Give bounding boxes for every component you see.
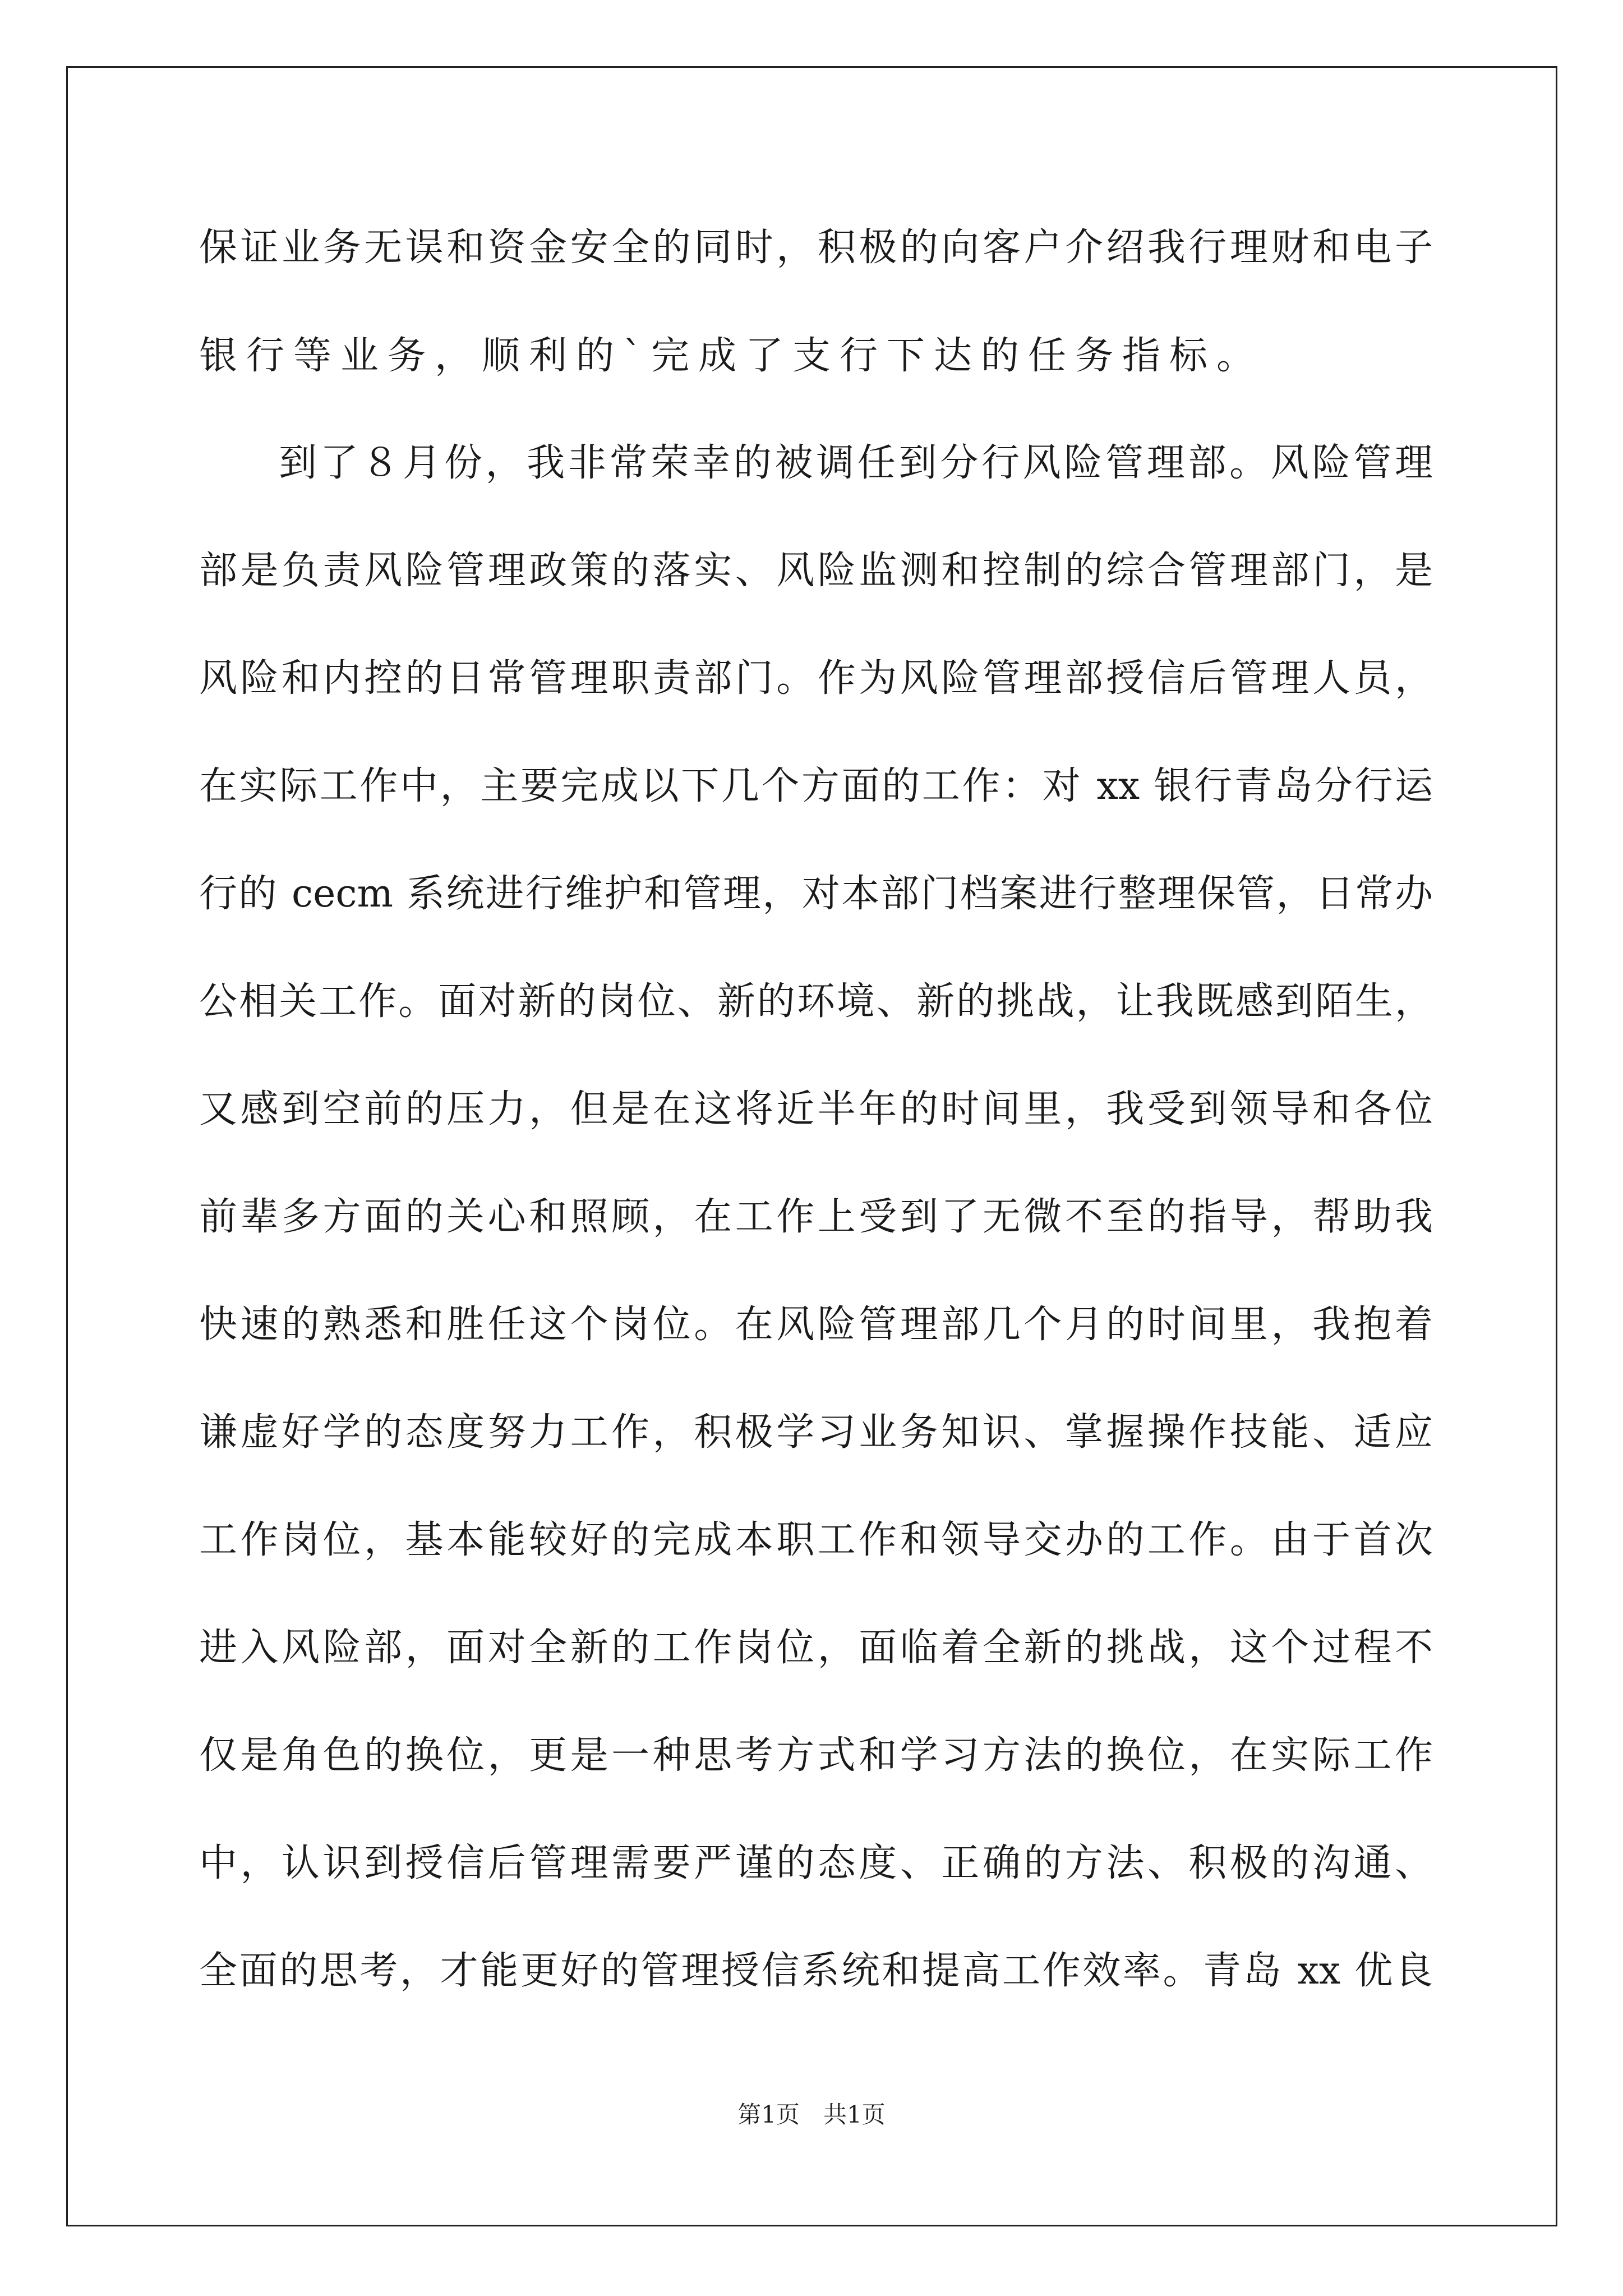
- text-line: 中，认识到授信后管理需要严谨的态度、正确的方法、积极的沟通、: [199, 1841, 1433, 1885]
- text-line: 前辈多方面的关心和照顾，在工作上受到了无微不至的指导，帮助我: [199, 1195, 1433, 1239]
- text-line: 保证业务无误和资金安全的同时，积极的向客户介绍我行理财和电子: [199, 226, 1433, 270]
- text-line: 工作岗位，基本能较好的完成本职工作和领导交办的工作。由于首次: [199, 1518, 1433, 1562]
- text-line: 行的 cecm 系统进行维护和管理，对本部门档案进行整理保管，日常办: [199, 872, 1433, 916]
- text-line: 又感到空前的压力，但是在这将近半年的时间里，我受到领导和各位: [199, 1087, 1433, 1131]
- text-line: 快速的熟悉和胜任这个岗位。在风险管理部几个月的时间里，我抱着: [199, 1303, 1433, 1347]
- text-line: 全面的思考，才能更好的管理授信系统和提高工作效率。青岛 xx 优良: [199, 1949, 1433, 1993]
- page-footer: 第1页 共1页: [737, 2101, 886, 2128]
- text-line: 到了８月份，我非常荣幸的被调任到分行风险管理部。风险管理: [279, 441, 1433, 485]
- text-line: 公相关工作。面对新的岗位、新的环境、新的挑战，让我既感到陌生，: [199, 979, 1433, 1024]
- text-line: 仅是角色的换位，更是一种思考方式和学习方法的换位，在实际工作: [199, 1733, 1433, 1778]
- text-line: 风险和内控的日常管理职责部门。作为风险管理部授信后管理人员，: [199, 656, 1433, 701]
- text-line: 银行等业务，顺利的`完成了支行下达的任务指标。: [199, 334, 1264, 378]
- text-line: 在实际工作中，主要完成以下几个方面的工作：对 xx 银行青岛分行运: [199, 764, 1433, 808]
- page-border: [66, 66, 1557, 2226]
- text-line: 谦虚好学的态度努力工作，积极学习业务知识、掌握操作技能、适应: [199, 1410, 1433, 1455]
- text-line: 部是负责风险管理政策的落实、风险监测和控制的综合管理部门，是: [199, 549, 1433, 593]
- text-line: 进入风险部，面对全新的工作岗位，面临着全新的挑战，这个过程不: [199, 1626, 1433, 1670]
